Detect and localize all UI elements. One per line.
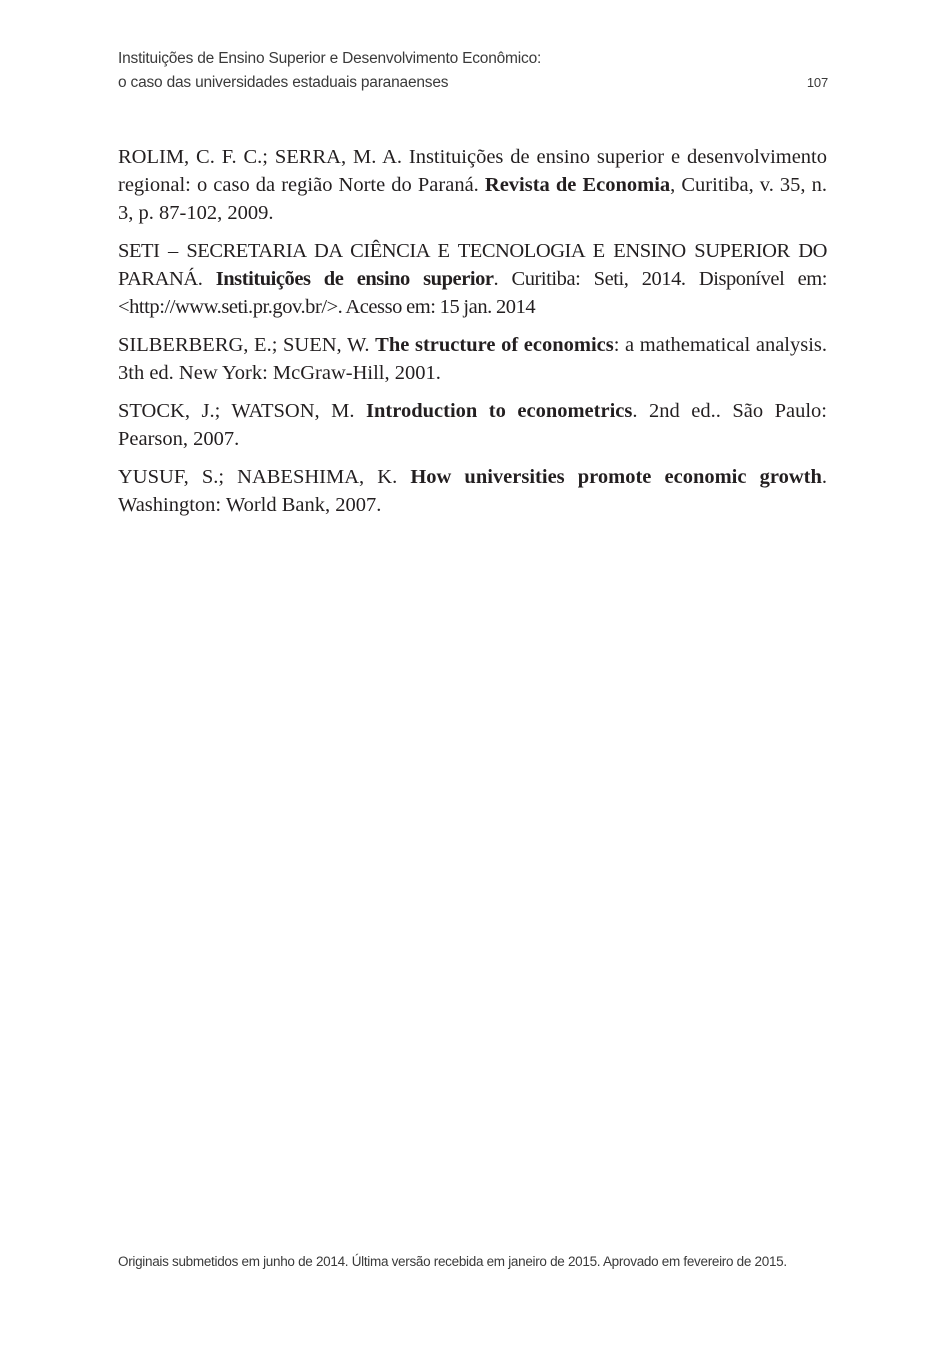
- reference-entry-rolim: [118, 143, 827, 227]
- reference-entry-yusuf: [118, 463, 827, 519]
- reference-title-stock: Introduction to econometrics: [366, 400, 633, 422]
- reference-details-seti: . Curitiba: Seti, 2014. Disponível em: <http://www.seti.pr.gov.br/>. Acesso em: 15 jan. 2014: [118, 268, 828, 318]
- page-number: 107: [806, 75, 828, 90]
- reference-details-rolim: , Curitiba, v. 35, n. 3, p. 87-102, 2009.: [118, 174, 827, 224]
- reference-title-yusuf: How universities promote economic growth: [410, 466, 822, 488]
- reference-details-yusuf: . Washington: World Bank, 2007.: [118, 466, 827, 516]
- reference-authors-silberberg: SILBERBERG, E.; SUEN, W.: [118, 334, 376, 356]
- reference-authors-rolim: ROLIM, C. F. C.; SERRA, M. A. Instituições de ensino superior e desenvolvimento regional: o caso da região Norte do Paraná.: [118, 146, 827, 196]
- reference-entry-stock: [118, 397, 827, 453]
- reference-title-seti: Instituições de ensino superior: [215, 268, 494, 290]
- reference-list: [118, 143, 827, 529]
- reference-authors-stock: STOCK, J.; WATSON, M.: [118, 400, 367, 422]
- reference-title-silberberg: The structure of economics: [375, 334, 614, 356]
- reference-details-silberberg: : a mathematical analysis. 3th ed. New York: McGraw-Hill, 2001.: [118, 334, 828, 384]
- header-title-line-1: Instituições de Ensino Superior e Desenvolvimento Econômico:: [118, 50, 542, 67]
- running-header: [118, 47, 828, 95]
- reference-authors-seti: SETI – SECRETARIA DA CIÊNCIA E TECNOLOGIA E ENSINO SUPERIOR DO PARANÁ.: [118, 240, 827, 290]
- reference-title-rolim: Revista de Economia: [484, 174, 671, 196]
- reference-entry-silberberg: [118, 331, 827, 387]
- reference-details-stock: . 2nd ed.. São Paulo: Pearson, 2007.: [118, 400, 827, 450]
- submission-dates-note: Originais submetidos em junho de 2014. Última versão recebida em janeiro de 2015. Aprovado em fevereiro de 2015.: [118, 1254, 787, 1269]
- reference-authors-yusuf: YUSUF, S.; NABESHIMA, K.: [118, 466, 411, 488]
- header-title-line-2: o caso das universidades estaduais paranaenses: [118, 74, 449, 91]
- reference-entry-seti: [118, 237, 827, 321]
